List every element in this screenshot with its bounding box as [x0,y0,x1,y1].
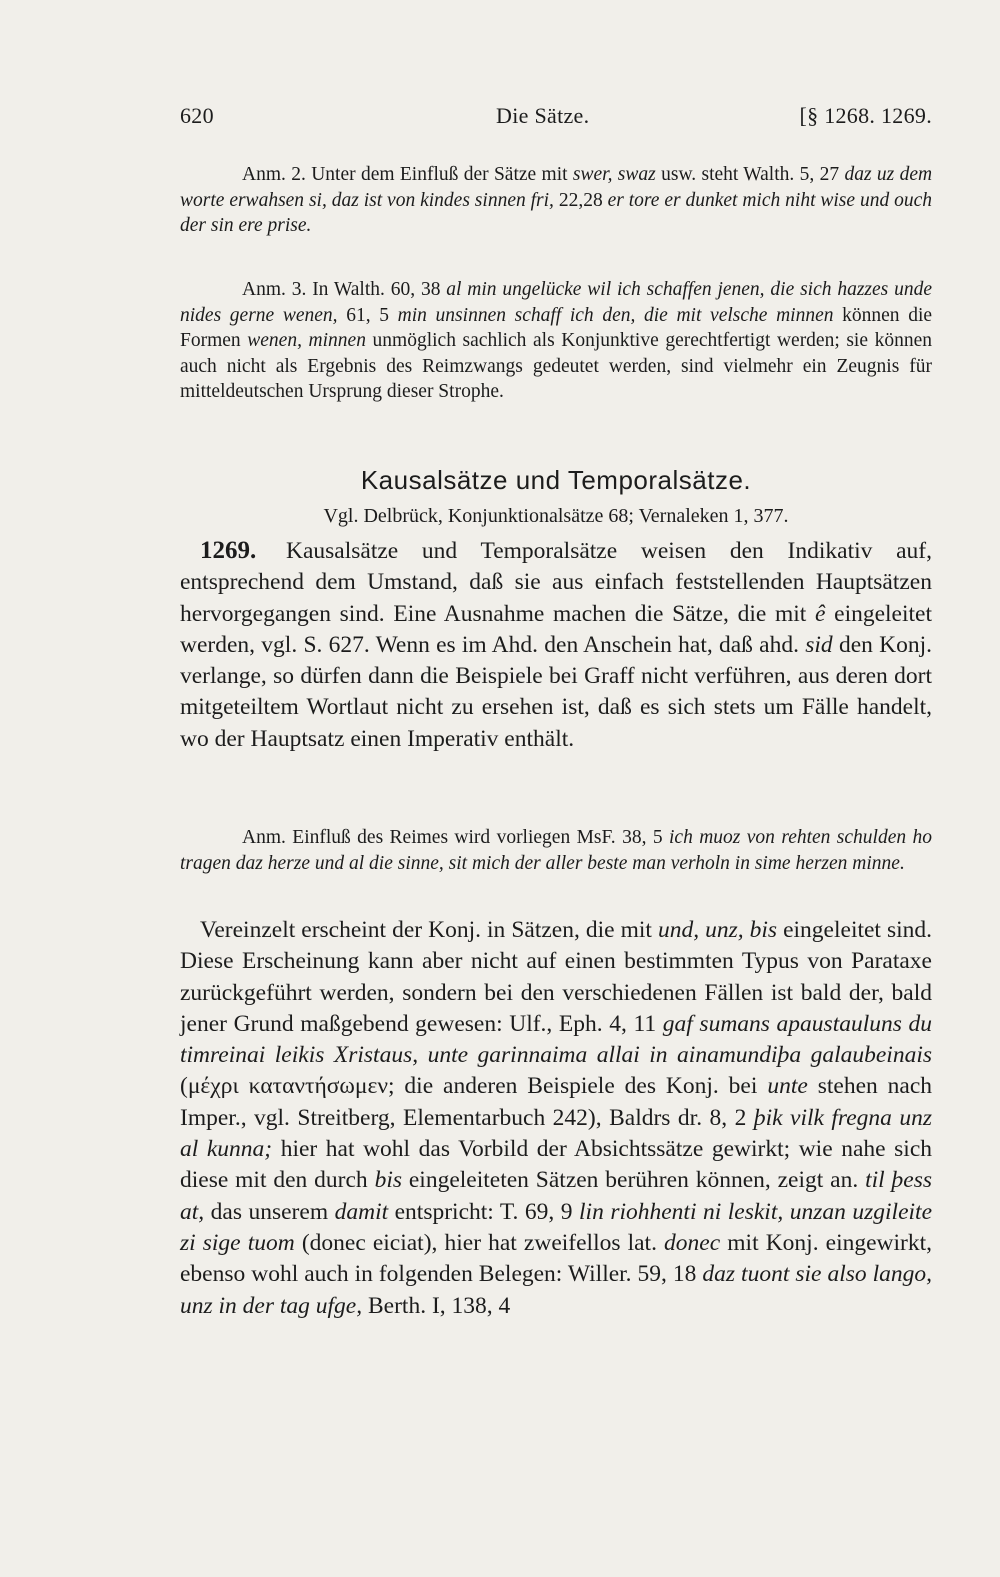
quote-text: gaf sumans apaustauluns du timreinai leikis Xristaus, unte garinnaima allai in ainamundiþa galaubeinais [180,1010,933,1069]
body-text: (donec eiciat), hier hat zweifellos lat. [301,1229,657,1256]
quote-text: und, unz, bis [657,917,778,943]
quote-text: swer, swaz [572,164,656,185]
note-text: 22,28 [558,189,603,211]
note-text: können die Formen [180,304,933,352]
quote-text: lin riohhenti ni leskit, unzan uzgileite zi sige tuom [180,1198,932,1256]
quote-text: ê [815,600,826,627]
body-text: eingeleitet werden, vgl. S. 627. Wenn es im Ahd. den Anschein hat, daß ahd. [180,600,933,658]
quote-text: al min ungelücke wil ich schaffen jenen, die sich hazzes unde nides gerne wenen, [180,279,932,326]
note-anm-2 [180,162,932,239]
note-text: In Walth. 60, 38 [312,279,441,300]
body-text: entspricht: T. 69, 9 [394,1198,573,1225]
quote-text: ich muoz von rehten schulden ho tragen daz herze und al die sinne, sit mich der aller beste man verholn in sime herzen minne. [180,827,933,874]
note-anm-3 [180,277,932,405]
body-text: eingeleiteten Sätzen berühren können, zeigt an. [408,1167,859,1194]
quote-text: til þess at, [180,1167,933,1225]
body-text: Vereinzelt erscheint der Konj. in Sätzen, die mit [200,917,652,943]
section-number: 1269. [200,537,257,564]
body-text: hier hat wohl das Vorbild der Absichtssätze gewirkt; wie nahe sich diese mit den durch [180,1136,932,1194]
note-text: 61, 5 [346,304,389,326]
quote-text: min unsinnen schaff ich den, die mit velsche minnen [397,304,834,326]
running-title: Die Sätze. [496,103,590,128]
quote-text: daz uz dem worte erwahsen si, daz ist von kindes sinnen fri, [180,164,933,211]
running-head [180,103,932,133]
note-label: Anm. 2. [242,164,306,185]
quote-text: bis [374,1167,402,1194]
quote-text: unte [767,1073,808,1100]
note-text: Einfluß des Reimes wird vorliegen MsF. 38, 5 [292,827,663,848]
quote-text: sid [805,631,833,658]
body-text: den Konj. verlange, so dürfen dann die Beispiele bei Graff nicht verführen, aus deren dort mitgeteiltem Wortlaut nicht zu ersehen ist, daß es sich stets um Fälle handelt, wo der Hauptsatz einen Imperativ enthält. [180,631,933,752]
body-text: (μέχρι καταντήσωμεν; die anderen Beispiele des Konj. bei [180,1073,758,1100]
note-text: Unter dem Einfluß der Sätze mit [311,164,568,185]
body-text: mit Konj. eingewirkt, ebenso wohl auch in folgenden Belegen: Willer. 59, 18 [180,1229,933,1288]
section-range: [§ 1268. 1269. [799,103,932,128]
note-anm [180,825,932,876]
note-text: usw. steht Walth. 5, 27 [661,164,840,185]
note-label: Anm. [242,827,286,848]
quote-text: wenen, minnen [247,330,366,352]
page-number: 620 [180,103,214,128]
body-text: eingeleitet sind. Diese Erscheinung kann aber nicht auf einen bestimmten Typus von Parataxe zurückgeführt werden, sondern bei den verschiedenen Fällen ist bald der, bald jener Grund maßgebend gewesen: Ulf., Eph. 4, 11 [180,917,933,1037]
body-text: Kausalsätze und Temporalsätze weisen den Indikativ auf, entsprechend dem Umstand, daß sie aus einfach feststellenden Hauptsätzen hervorgegangen sind. Eine Ausnahme machen die Sätze, die mit [180,538,932,627]
body-text: das unserem [210,1198,329,1225]
quote-text: damit [334,1198,389,1225]
body-text: stehen nach Imper., vgl. Streitberg, Elementarbuch 242), Baldrs dr. 8, 2 [180,1073,933,1131]
section-heading: Kausalsätze und Temporalsätze. [360,465,752,495]
paragraph-1269 [180,535,932,755]
note-text: unmöglich sachlich als Konjunktive gerechtfertigt werden; sie können auch nicht als Ergebnis des Reimzwangs gedeutet werden, sind vielmehr ein Zeugnis für mitteldeutschen Ursprung dieser Strophe. [180,330,933,403]
literature-reference: Vgl. Delbrück, Konjunktionalsätze 68; Vernaleken 1, 377. [323,505,789,527]
paragraph-vereinzelt [180,915,932,1322]
body-text: Berth. I, 138, 4 [368,1292,511,1319]
quote-text: daz tuont sie also lango, unz in der tag ufge, [180,1261,933,1319]
quote-text: þik vilk fregna unz al kunna; [180,1104,932,1163]
quote-text: donec [664,1229,721,1256]
quote-text: er tore er dunket mich niht wise und ouch der sin ere prise. [180,189,933,237]
note-label: Anm. 3. [242,279,307,300]
